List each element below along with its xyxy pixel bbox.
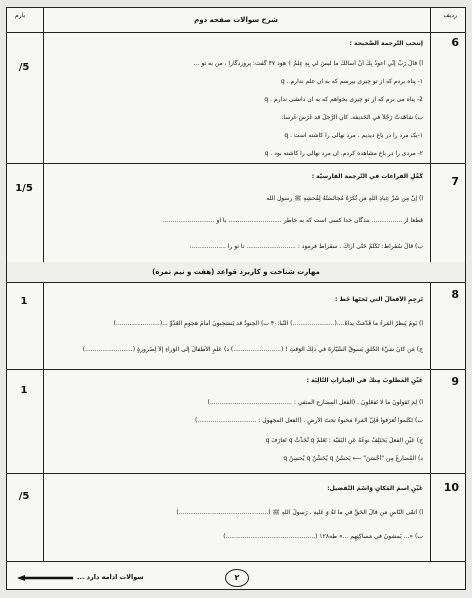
question-line: أ) يَومَ يَنظُرُ المَرءُ ما قَدَّمَتْ يداهُ....(......................) النّبأ:۴۰ ب) الجنودُ قد يَنسَحِبونَ أمامَ هجومِ العَدُوِّ ...(.......................) bbox=[113, 320, 423, 327]
score: /5 bbox=[18, 491, 30, 502]
question-line: أ) إنَّ مِن شَرِّ عِبادِ اللهِ مَن تُكرَهُ مُجالَسَتُهُ لِفُحشِهِ ﷺ رسول الله bbox=[266, 195, 423, 202]
question-line: ب) قالَ سُقراط: تَكَلَّمْ حَتّى أراكَ . سقراط فرمود : .......................... تا تو را ................... bbox=[189, 243, 423, 250]
answer-blank-line: قطعاً از ................ بندگان خدا کسی است که به خاطر ............................ با او ........................... bbox=[163, 217, 423, 224]
question-7 bbox=[7, 163, 465, 263]
header-row bbox=[7, 8, 465, 33]
option-line: 2- پناه می برم که از تو چیزی بخواهم که به آن دانشی ندارم . q bbox=[264, 96, 423, 103]
question-instruction: عَيِّنِ اسمَ المَكانِ وَاسْمَ التَّفضيل: bbox=[327, 485, 423, 492]
option-line: ۱-یک مرد را در باغ دیدیم . مرد نهالی را کاشته است . q bbox=[284, 132, 423, 139]
question-line: ب) «... يَمشونَ في مَساكِنِهِم ...» طه۱۲۸ (...............................................) bbox=[223, 533, 423, 540]
score: 1 bbox=[20, 296, 28, 307]
continue-text: سوالات ادامه دارد ... bbox=[77, 573, 144, 581]
question-number: 6 bbox=[451, 36, 459, 49]
question-10 bbox=[7, 473, 465, 562]
question-instruction: تَرجِمِ الأفعالَ الّتي تَحتَها خَطٌّ : bbox=[335, 296, 423, 303]
arrow-left-icon bbox=[17, 575, 73, 581]
question-number: 7 bbox=[451, 175, 459, 188]
section-title-row bbox=[7, 262, 465, 283]
question-line: ب) شاهَدتُ رَجُلاً في الحَديقة. كان الرَّجلُ قد غَرَسَ غَرساً: bbox=[281, 114, 423, 121]
page-number: ۲ bbox=[225, 569, 249, 587]
question-line: د) المُضارعُ مِن "أحْسَنَ" ⟵ يَحسُنُ q يُحَسِّنُ q يُحسِنُ q bbox=[283, 455, 423, 462]
question-6 bbox=[7, 32, 465, 164]
question-line: أ) أتقَى النّاسِ مَن قالَ الحَقَّ في ما لَهُ وَ عَلَيهِ . رَسولُ اللهِ ﷺ (...............................................) bbox=[176, 509, 423, 516]
score: 1 bbox=[20, 385, 28, 396]
score-label: بارم bbox=[15, 12, 26, 19]
question-instruction: عَيِّنِ المَطلوبَ مِنكَ في العِباراتِ التّالِيَة : bbox=[306, 377, 423, 384]
page-title: شرح سوالات صفحه دوم bbox=[194, 16, 278, 24]
option-line: ۱- پناه بردم که از تو چیزی بپرسم که به آن علم ندارم . q bbox=[280, 78, 423, 85]
question-line: ج) مَن كانَ سَيِّءَ الخُلقِ يَسوقُ السَّيّارةَ في ذلِكَ الوَقتِ ! (.........................) د) عَلِّمِ الأطفالَ إلى الوَراءِ إلاّ لِضَرورةٍ (.........................) bbox=[82, 346, 423, 353]
option-line: ۲- مردی را در باغ مشاهده کردم. آن مرد نهالی را کاشته بود . q bbox=[264, 150, 423, 157]
exam-sheet bbox=[6, 7, 466, 590]
question-line: ب) تَكَلَّموا تُعرَفوا فَإنَّ المَرءَ مَخبوءٌ تحتَ الأرضِ . (الفعل المجهول : ...............................) bbox=[194, 417, 423, 424]
page-footer bbox=[7, 567, 465, 589]
section-title: مهارت شناخت و کاربرد قواعد (هفت و نیم نمره) bbox=[152, 268, 320, 276]
question-8 bbox=[7, 282, 465, 370]
row-label: ردیف bbox=[443, 12, 457, 19]
question-instruction: كَمِّلِ الفراغات في التَّرجمة الفارسيَّة : bbox=[311, 173, 423, 180]
score: 1/5 bbox=[15, 183, 33, 194]
question-line: ج) عَيِّنِ الفعلَ يَختَلِفُ نوعُهُ عَن البَقيَّة : تَعَلَّمْ q تُحَدِّثُ q تَعارَفَ q bbox=[265, 437, 423, 444]
score: /5 bbox=[18, 62, 30, 73]
question-9 bbox=[7, 369, 465, 474]
question-instruction: إنتخب التَّرجمة الصَّحيحة : bbox=[349, 40, 423, 47]
question-number: 10 bbox=[443, 481, 459, 494]
question-number: 8 bbox=[451, 288, 459, 301]
question-line: أ) لِمَ تَقولونَ ما لا تَفعَلونَ . (الفعل المضارع المنفي : ...........................................) bbox=[207, 399, 423, 406]
question-number: 9 bbox=[451, 375, 459, 388]
question-line: أ) قالَ رَبِّ إنِّي أعوذُ بِكَ أنْ أسأَلَكَ ما لَيسَ لي بِهِ عِلْمٌ ﴾ هود ۴۷ گفت: پروردگارا ، من به تو ... bbox=[193, 60, 423, 67]
